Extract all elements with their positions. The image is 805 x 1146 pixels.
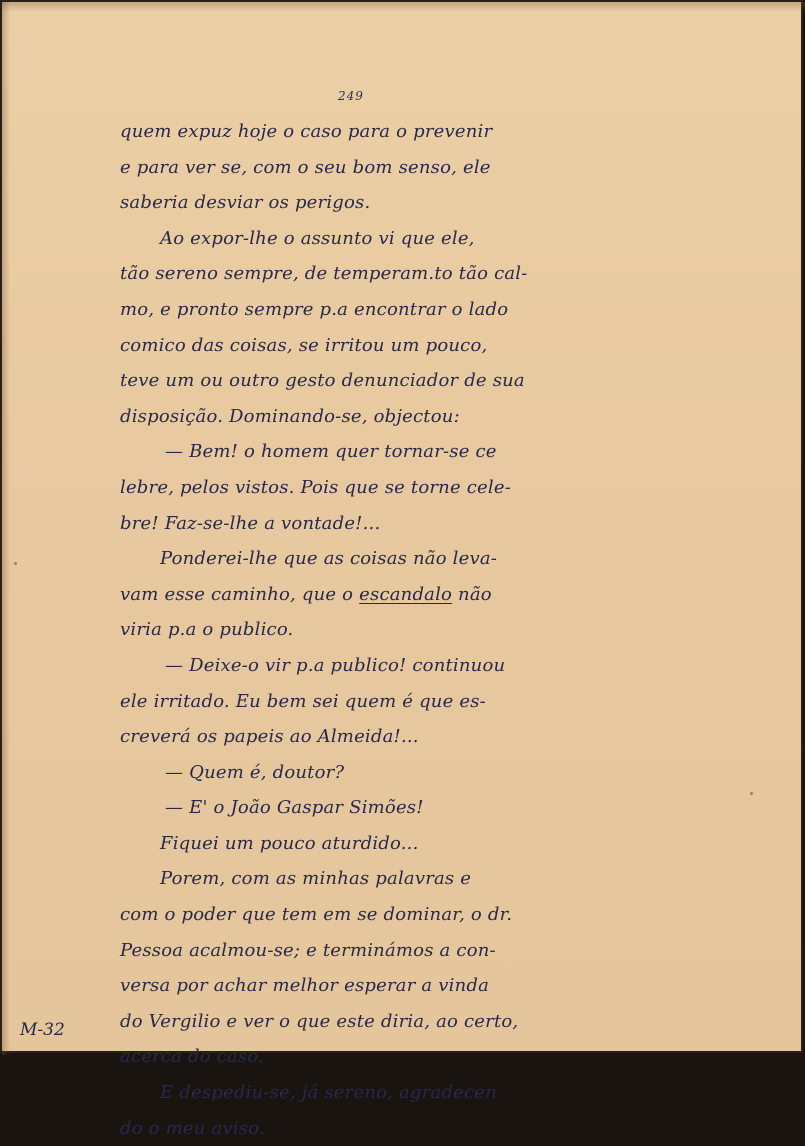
manuscript-line: quem expuz hoje o caso para o prevenir	[120, 121, 493, 142]
manuscript-line: acerca do caso.	[120, 1046, 264, 1068]
page-number: 249	[338, 89, 364, 103]
manuscript-line: Pessoa acalmou-se; e terminámos a con-	[120, 939, 496, 961]
archive-code: M-32	[20, 1020, 65, 1040]
manuscript-line: — Deixe-o vir p.a publico! continuou	[165, 654, 506, 676]
manuscript-line: e para ver se, com o seu bom senso, ele	[120, 156, 491, 178]
page-edge-shadow-left	[2, 2, 10, 1055]
manuscript-line: creverá os papeis ao Almeida!...	[120, 726, 419, 748]
manuscript-line: lebre, pelos vistos. Pois que se torne cele-	[120, 476, 511, 498]
paper-speck	[14, 562, 17, 565]
manuscript-line-end: não	[452, 583, 492, 605]
manuscript-text	[120, 114, 600, 1146]
paper-speck	[750, 792, 753, 795]
page-edge-shadow-top	[2, 2, 805, 12]
manuscript-line: E despediu-se, já sereno, agradecen	[160, 1082, 497, 1104]
manuscript-line-start: vam esse caminho, que o	[120, 583, 360, 605]
manuscript-line: do o meu aviso.	[120, 1117, 265, 1139]
manuscript-line: — Bem! o homem quer tornar-se ce	[165, 441, 497, 463]
manuscript-line: comico das coisas, se irritou um pouco,	[120, 334, 488, 356]
manuscript-line: Fiquei um pouco aturdido...	[160, 832, 419, 854]
manuscript-line	[120, 577, 600, 613]
manuscript-line: tão sereno sempre, de temperam.to tão cal-	[120, 263, 528, 285]
manuscript-line: Ao expor-lhe o assunto vi que ele,	[160, 227, 475, 249]
manuscript-line: com o poder que tem em se dominar, o dr.	[120, 904, 513, 926]
manuscript-line: bre! Faz-se-lhe a vontade!...	[120, 512, 381, 534]
manuscript-line: Ponderei-lhe que as coisas não leva-	[160, 548, 498, 570]
manuscript-line: teve um ou outro gesto denunciador de sua	[120, 370, 525, 392]
manuscript-line: saberia desviar os perigos.	[120, 192, 371, 214]
manuscript-line: disposição. Dominando-se, objectou:	[120, 405, 460, 427]
manuscript-line: mo, e pronto sempre p.a encontrar o lado	[120, 298, 509, 320]
manuscript-line: — E' o João Gaspar Simões!	[165, 797, 424, 819]
manuscript-line: ele irritado. Eu bem sei quem é que es-	[120, 690, 486, 712]
manuscript-line: — Quem é, doutor?	[165, 761, 345, 783]
underlined-word: escandalo	[359, 583, 453, 605]
manuscript-line: viria p.a o publico.	[120, 619, 294, 641]
manuscript-line: do Vergilio e ver o que este diria, ao certo,	[120, 1010, 519, 1032]
manuscript-line: Porem, com as minhas palavras e	[160, 868, 472, 890]
manuscript-line: versa por achar melhor esperar a vinda	[120, 975, 490, 997]
